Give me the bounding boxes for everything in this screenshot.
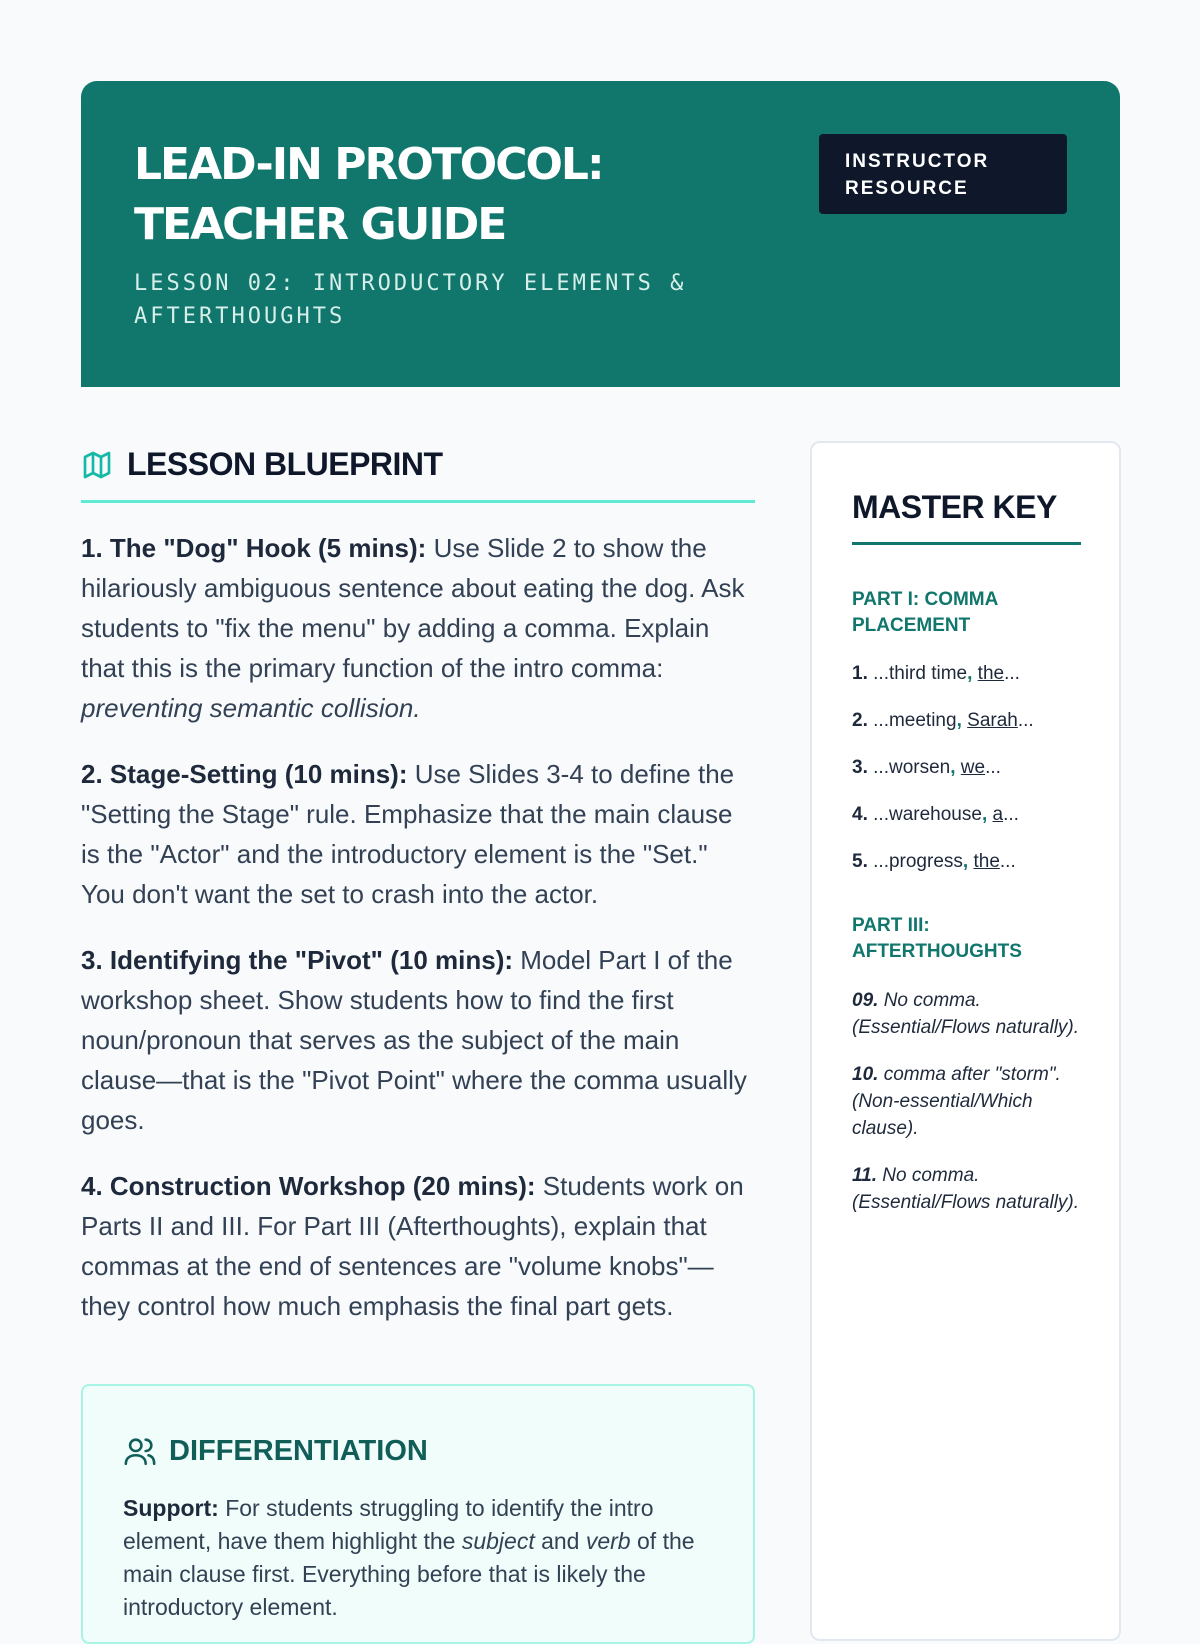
support-and: and [534, 1528, 586, 1554]
differentiation-box [81, 1384, 755, 1644]
lesson-subtitle: LESSON 02: INTRODUCTORY ELEMENTS & AFTERTHOUGHTS [134, 271, 687, 329]
answer-post: ... [999, 851, 1016, 872]
step-body: Model Part I of the workshop sheet. Show students how to find the first noun/pronoun that serves as the subject of the main clause—that is the "Pivot Point" where the comma usually goes. [81, 945, 747, 1135]
step-lead: 4. Construction Workshop (20 mins): [81, 1171, 536, 1201]
answer-pre: ...warehouse [867, 804, 982, 825]
answer-row [852, 802, 1102, 827]
users-icon [123, 1434, 157, 1468]
step-lead: 2. Stage-Setting (10 mins): [81, 759, 408, 789]
guide-header [81, 81, 1120, 387]
instructor-resource-badge: INSTRUCTOR RESOURCE [819, 134, 1067, 214]
step-emphasis: preventing semantic collision. [81, 693, 421, 723]
support-label: Support: [123, 1495, 219, 1521]
answer-pre: ...worsen [867, 757, 951, 778]
answer-comma: , [962, 851, 969, 872]
answer-comma: , [967, 663, 973, 684]
blueprint-step [81, 754, 753, 914]
part3-heading: PART III: AFTERTHOUGHTS [852, 915, 1022, 962]
blueprint-step [81, 940, 753, 1140]
answer-row [852, 1162, 1092, 1216]
answer-word: the [973, 851, 1000, 872]
map-icon [81, 449, 113, 481]
answer-number: 10. [852, 1064, 879, 1085]
answer-word: the [977, 663, 1005, 684]
answer-post: ... [1004, 663, 1020, 684]
step-body: Use Slides 3-4 to define the "Setting the Stage" rule. Emphasize that the main clause is the "Actor" and the introductory element is the "Set." You don't want the set to crash into the actor. [81, 759, 735, 909]
answer-row [852, 708, 1102, 733]
part3-answer-list [852, 987, 1092, 1236]
answer-word: Sarah [967, 710, 1018, 731]
blueprint-steps [81, 528, 753, 1352]
answer-pre: ...meeting [867, 710, 957, 731]
blueprint-step [81, 1166, 753, 1326]
answer-text: comma after "storm". (Non-essential/Which clause). [852, 1064, 1061, 1139]
answer-row [852, 1061, 1092, 1142]
blueprint-step [81, 528, 753, 728]
answer-pre: ...progress [867, 851, 963, 872]
answer-row [852, 661, 1102, 686]
answer-word: a [992, 804, 1004, 825]
answer-number: 3. [852, 757, 868, 778]
support-text-b: of the main clause first. Everything before that is likely the introductory element. [123, 1528, 695, 1620]
step-body: Students work on Parts II and III. For Part III (Afterthoughts), explain that commas at the end of sentences are "volume knobs"—they control how much emphasis the final part gets. [81, 1171, 744, 1321]
answer-post: ... [1017, 710, 1034, 731]
lesson-blueprint-heading [81, 446, 755, 503]
part1-heading: PART I: COMMA PLACEMENT [852, 589, 998, 636]
answer-comma: , [981, 804, 988, 825]
answer-row [852, 987, 1092, 1041]
lesson-blueprint-label: LESSON BLUEPRINT [127, 446, 443, 482]
support-text-a: For students struggling to identify the intro element, have them highlight the [123, 1495, 654, 1554]
part1-answer-list [852, 661, 1102, 896]
answer-text: No comma. (Essential/Flows naturally). [852, 1165, 1080, 1213]
answer-pre: ...third time [867, 663, 968, 684]
answer-number: 5. [852, 851, 868, 872]
answer-number: 2. [852, 710, 868, 731]
answer-comma: , [950, 757, 956, 778]
answer-comma: , [956, 710, 962, 731]
support-subject: subject [461, 1528, 535, 1554]
answer-text: No comma. (Essential/Flows naturally). [852, 990, 1080, 1038]
answer-word: we [960, 757, 986, 778]
answer-number: 4. [852, 804, 868, 825]
master-key-panel [810, 441, 1121, 1641]
step-lead: 3. Identifying the "Pivot" (10 mins): [81, 945, 514, 975]
answer-number: 1. [852, 663, 868, 684]
answer-post: ... [1003, 804, 1019, 825]
support-text [123, 1492, 713, 1624]
page-title: LEAD-IN PROTOCOL: TEACHER GUIDE [134, 139, 603, 250]
answer-row [852, 849, 1102, 874]
answer-number: 11. [852, 1165, 878, 1186]
master-key-title: MASTER KEY [852, 487, 1081, 545]
answer-row [852, 755, 1102, 780]
differentiation-heading: DIFFERENTIATION [169, 1435, 428, 1467]
step-body: Use Slide 2 to show the hilariously ambiguous sentence about eating the dog. Ask students to "fix the menu" by adding a comma. Explain that this is the primary function of the intro comma: [81, 533, 745, 683]
answer-post: ... [985, 757, 1001, 778]
step-lead: 1. The "Dog" Hook (5 mins): [81, 533, 427, 563]
answer-number: 09. [852, 990, 879, 1011]
support-verb: verb [585, 1528, 631, 1554]
